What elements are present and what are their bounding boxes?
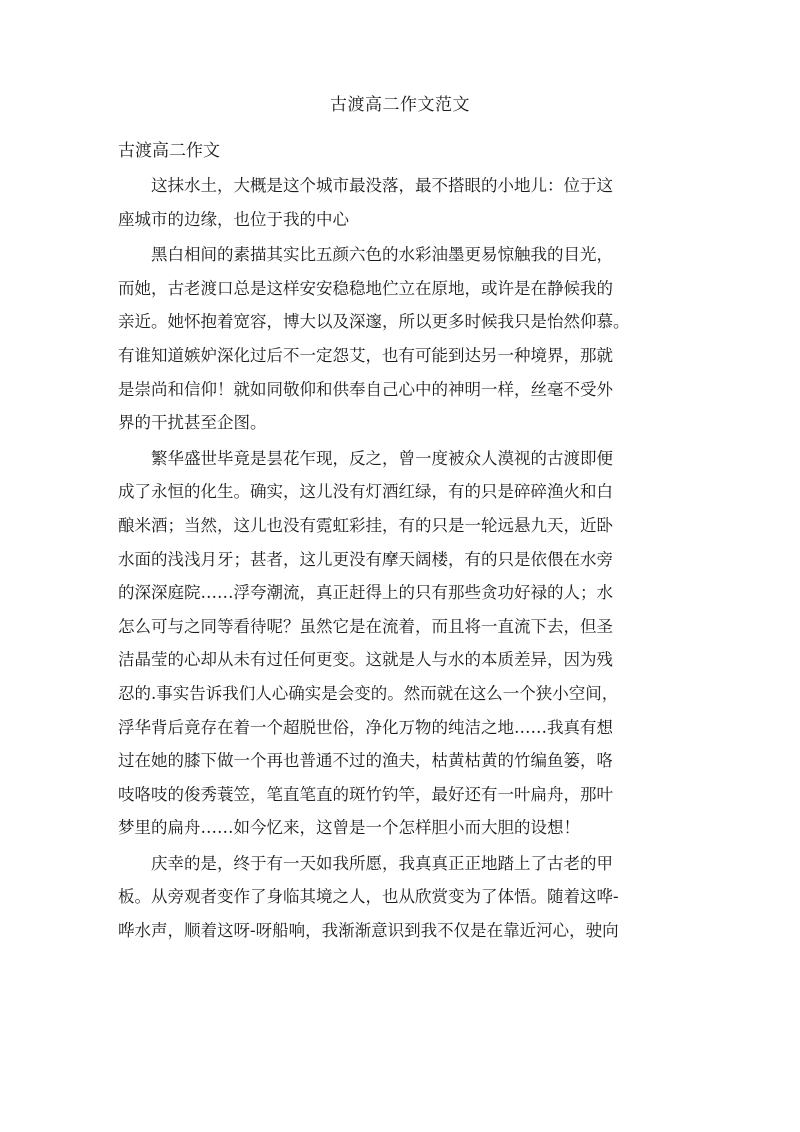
paragraph-line: 水面的浅浅月牙；甚者，这儿更没有摩天阔楼，有的只是依偎在水旁 <box>118 549 613 569</box>
paragraph-line: 怎么可与之同等看待呢？虽然它是在流着，而且将一直流下去，但圣 <box>118 616 613 636</box>
paragraph-line: 座城市的边缘，也位于我的中心 <box>118 209 349 229</box>
paragraph-line: 哗水声，顺着这呀-呀船响，我渐渐意识到我不仅是在靠近河心，驶向 <box>118 921 619 941</box>
paragraph-line: 这抹水土，大概是这个城市最没落，最不搭眼的小地儿：位于这 <box>151 176 613 195</box>
paragraph-line: 有谁知道嫉妒深化过后不一定怨艾，也有可能到达另一种境界，那就 <box>118 345 613 365</box>
paragraph-line: 板。从旁观者变作了身临其境之人，也从欣赏变为了体悟。随着这哗- <box>118 887 619 907</box>
paragraph-line: 忍的.事实告诉我们人心确实是会变的。然而就在这么一个狭小空间， <box>118 683 619 703</box>
paragraph-line: 庆幸的是，终于有一天如我所愿，我真真正正地踏上了古老的甲 <box>151 853 613 873</box>
paragraph-line: 梦里的扁舟……如今忆来，这曾是一个怎样胆小而大胆的设想！ <box>118 818 580 838</box>
document-subtitle: 古渡高二作文 <box>118 141 220 161</box>
paragraph-line: 的深深庭院……浮夸潮流，真正赶得上的只有那些贪功好禄的人；水 <box>118 583 613 603</box>
document-title: 古渡高二作文范文 <box>330 95 470 115</box>
paragraph-line: 是崇尚和信仰！就如同敬仰和供奉自己心中的神明一样，丝毫不受外 <box>118 379 613 399</box>
paragraph-line: 亲近。她怀抱着宽容，博大以及深邃，所以更多时候我只是怡然仰慕。 <box>118 312 630 332</box>
paragraph-line: 吱咯吱的俊秀蓑笠，笔直笔直的斑竹钓竿，最好还有一叶扁舟，那叶 <box>118 784 613 804</box>
paragraph-line: 洁晶莹的心却从未有过任何更变。这就是人与水的本质差异，因为残 <box>118 650 613 670</box>
document-body <box>118 169 684 950</box>
paragraph-line: 浮华背后竟存在着一个超脱世俗，净化万物的纯洁之地……我真有想 <box>118 717 613 737</box>
paragraph-line: 黑白相间的素描其实比五颜六色的水彩油墨更易惊触我的目光， <box>151 245 613 265</box>
paragraph <box>118 442 684 845</box>
paragraph-line: 酿米酒；当然，这儿也没有霓虹彩挂，有的只是一轮远悬九天，近卧 <box>118 515 613 535</box>
paragraph-line: 过在她的膝下做一个再也普通不过的渔夫，枯黄枯黄的竹编鱼篓，咯 <box>118 751 613 771</box>
paragraph <box>118 169 684 236</box>
paragraph-line: 界的干扰甚至企图。 <box>118 413 267 433</box>
paragraph <box>118 238 684 440</box>
paragraph-line: 成了永恒的化生。确实，这儿没有灯酒红绿，有的只是碎碎渔火和白 <box>118 482 613 502</box>
paragraph <box>118 847 684 948</box>
paragraph-line: 而她，古老渡口总是这样安安稳稳地伫立在原地，或许是在静候我的 <box>118 278 613 298</box>
paragraph-line: 繁华盛世毕竟是昙花乍现，反之，曾一度被众人漠视的古渡即便 <box>151 448 613 468</box>
